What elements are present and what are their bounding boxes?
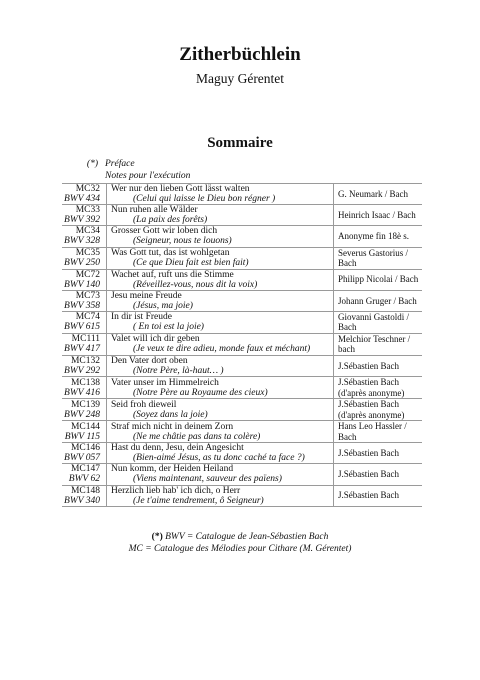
french-title: (Seigneur, nous te louons) [133, 236, 232, 247]
footnote-line-1 [0, 532, 480, 542]
catalog-codes [62, 184, 107, 205]
piece-title [107, 355, 334, 376]
table-row [62, 377, 422, 399]
mc-code: MC147 [70, 464, 100, 475]
piece-title [107, 464, 334, 485]
document-title: Zitherbüchlein [179, 44, 301, 65]
mc-code: MC74 [75, 312, 100, 323]
bwv-code: BWV 248 [64, 409, 100, 420]
mc-code: MC146 [70, 443, 100, 454]
mc-code: MC139 [70, 399, 100, 410]
mc-code: MC144 [70, 421, 100, 432]
bwv-code: BWV 358 [64, 300, 100, 311]
piece-title [107, 290, 334, 311]
mc-code: MC34 [75, 226, 100, 237]
german-title: Seid froh dieweil [111, 399, 177, 410]
piece-title [107, 485, 334, 506]
piece-author: Giovanni Gastoldi / Bach [334, 311, 423, 333]
table-row [62, 247, 422, 269]
piece-title [107, 421, 334, 443]
french-title: (Réveillez-vous, nous dit la voix) [133, 279, 258, 290]
table-row [62, 421, 422, 443]
piece-author: J.Sébastien Bach [334, 464, 423, 485]
piece-title [107, 399, 334, 421]
bwv-code: BWV 115 [64, 431, 100, 442]
table-row [62, 485, 422, 506]
french-title: (Je veux te dire adieu, monde faux et méchant) [133, 344, 311, 355]
piece-author: Philipp Nicolai / Bach [334, 269, 423, 290]
german-title: Wer nur den lieben Gott lässt walten [111, 184, 250, 194]
french-title: (Viens maintenant, sauveur des païens) [133, 474, 282, 485]
catalog-codes [62, 464, 107, 485]
table-row [62, 269, 422, 290]
bwv-code: BWV 292 [64, 366, 100, 377]
german-title: Grosser Gott wir loben dich [111, 226, 218, 237]
catalog-codes [62, 377, 107, 399]
footnote-mark: (*) [151, 532, 163, 542]
catalog-codes [62, 355, 107, 376]
mc-code: MC73 [75, 290, 100, 301]
german-title: Wachet auf, ruft uns die Stimme [111, 269, 234, 280]
catalog-codes [62, 311, 107, 333]
table-row [62, 184, 422, 205]
french-title: (Jésus, ma joie) [133, 300, 193, 311]
french-title: (La paix des forêts) [133, 215, 208, 226]
french-title: ( En toi est la joie) [133, 322, 204, 333]
piece-author: J.Sébastien Bach [334, 485, 423, 506]
french-title: (Notre Père au Royaume des cieux) [133, 387, 268, 398]
piece-title [107, 333, 334, 355]
german-title: Nun komm, der Heiden Heiland [111, 464, 234, 475]
catalog-codes [62, 205, 107, 226]
preface-label: Préface [105, 159, 135, 169]
table-row [62, 399, 422, 421]
catalog-codes [62, 290, 107, 311]
german-title: Was Gott tut, das ist wohlgetan [111, 247, 230, 258]
piece-author: Anonyme fin 18è s. [334, 226, 423, 247]
german-title: Hast du denn, Jesu, dein Angesicht [111, 443, 244, 454]
piece-title [107, 205, 334, 226]
german-title: Den Vater dort oben [111, 355, 188, 366]
mc-code: MC33 [75, 205, 100, 216]
mc-code: MC138 [70, 377, 100, 388]
footnote-bwv: BWV = Catalogue de Jean-Sébastien Bach [165, 532, 329, 542]
piece-title [107, 269, 334, 290]
bwv-code: BWV 392 [64, 215, 100, 226]
german-title: In dir ist Freude [111, 312, 172, 323]
table-row [62, 205, 422, 226]
piece-title [107, 377, 334, 399]
mc-code: MC148 [70, 485, 100, 496]
piece-author: J.Sébastien Bach (d'après anonyme) [334, 399, 423, 421]
document-author: Maguy Gérentet [195, 71, 285, 86]
table-row [62, 290, 422, 311]
bwv-code: BWV 250 [64, 258, 100, 269]
table-row [62, 333, 422, 355]
piece-author: J.Sébastien Bach (d'après anonyme) [334, 377, 423, 399]
bwv-code: BWV 615 [64, 322, 100, 333]
bwv-code: BWV 62 [68, 474, 100, 485]
catalog-codes [62, 333, 107, 355]
piece-author: Heinrich Isaac / Bach [334, 205, 423, 226]
table-row [62, 226, 422, 247]
french-title: (Ne me châtie pas dans ta colère) [133, 431, 261, 442]
german-title: Jesu meine Freude [111, 290, 182, 301]
german-title: Herzlich lieb hab' ich dich, o Herr [111, 485, 241, 496]
table-row [62, 443, 422, 464]
bwv-code: BWV 434 [64, 194, 100, 205]
piece-author: J.Sébastien Bach [334, 355, 423, 376]
french-title: (Notre Père, là-haut… ) [133, 366, 224, 377]
bwv-code: BWV 340 [64, 495, 100, 506]
catalog-codes [62, 399, 107, 421]
catalog-codes [62, 269, 107, 290]
bwv-code: BWV 140 [64, 279, 100, 290]
piece-author: G. Neumark / Bach [334, 184, 423, 205]
french-title: (Ce que Dieu fait est bien fait) [133, 258, 249, 269]
french-title: (Soyez dans la joie) [133, 409, 208, 420]
piece-title [107, 247, 334, 269]
german-title: Nun ruhen alle Wälder [111, 205, 198, 216]
piece-author: J.Sébastien Bach [334, 443, 423, 464]
footnote-line-2 [0, 544, 480, 554]
mc-code: MC32 [75, 184, 100, 194]
catalog-codes [62, 443, 107, 464]
table-row [62, 355, 422, 376]
bwv-code: BWV 417 [64, 344, 100, 355]
table-row [62, 311, 422, 333]
bwv-code: BWV 416 [64, 387, 100, 398]
german-title: Vater unser im Himmelreich [111, 377, 219, 388]
mc-code: MC35 [75, 247, 100, 258]
catalog-codes [62, 226, 107, 247]
piece-title [107, 443, 334, 464]
catalog-codes [62, 421, 107, 443]
mc-code: MC72 [75, 269, 100, 280]
french-title: (Je t'aime tendrement, ô Seigneur) [133, 495, 264, 506]
catalog-codes [62, 485, 107, 506]
piece-author: Melchior Teschner / bach [334, 333, 423, 355]
contents-table [62, 183, 422, 507]
bwv-code: BWV 057 [64, 453, 100, 464]
footnote-mc: MC = Catalogue des Mélodies pour Cithare (M. Gérentet) [128, 544, 352, 554]
french-title: (Bien-aimé Jésus, as tu donc caché ta face ?) [133, 453, 305, 464]
mc-code: MC111 [71, 334, 100, 345]
section-heading: Sommaire [207, 135, 273, 151]
mc-code: MC132 [70, 355, 100, 366]
notes-label: Notes pour l'exécution [105, 171, 191, 181]
german-title: Valet will ich dir geben [111, 334, 200, 345]
table-row [62, 464, 422, 485]
preface-mark: (*) [86, 159, 98, 169]
german-title: Straf mich nicht in deinem Zorn [111, 421, 234, 432]
piece-title [107, 311, 334, 333]
catalog-codes [62, 247, 107, 269]
piece-author: Johann Gruger / Bach [334, 290, 423, 311]
piece-title [107, 184, 334, 205]
piece-author: Hans Leo Hassler / Bach [334, 421, 423, 443]
piece-title [107, 226, 334, 247]
piece-author: Severus Gastorius / Bach [334, 247, 423, 269]
bwv-code: BWV 328 [64, 236, 100, 247]
french-title: (Celui qui laisse le Dieu bon régner ) [133, 194, 276, 205]
